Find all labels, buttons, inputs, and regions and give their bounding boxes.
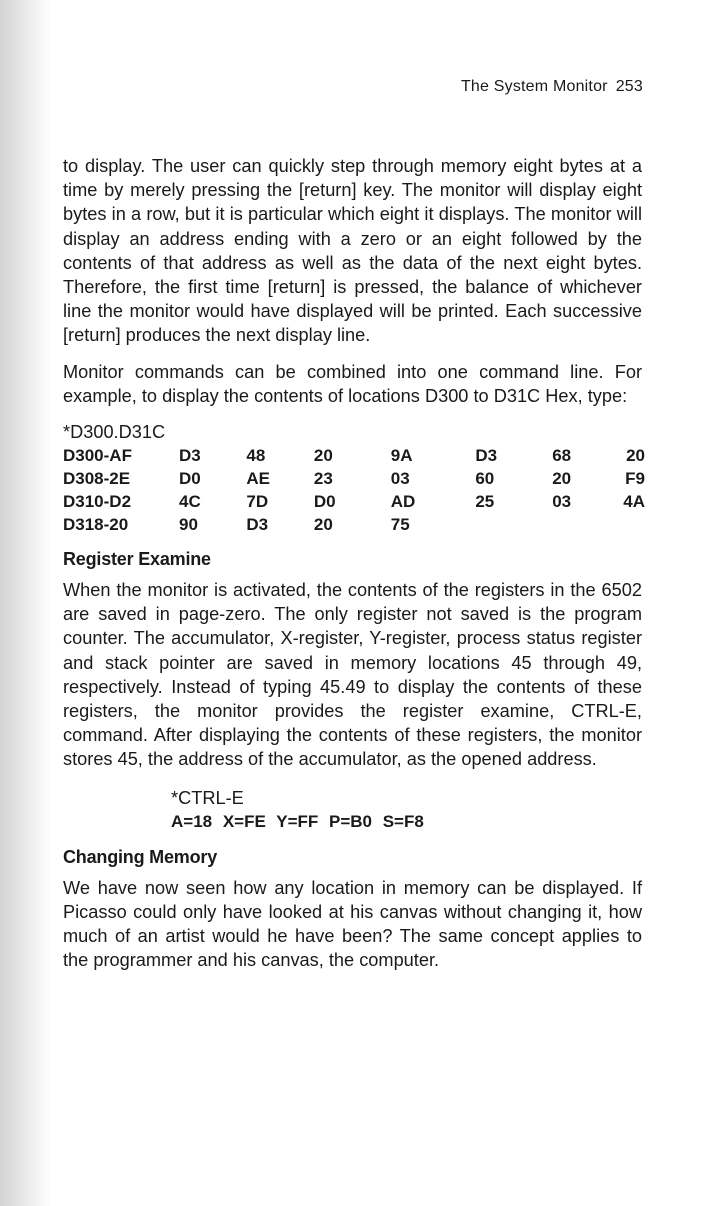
dump-byte: D3: [246, 515, 269, 535]
paragraph-combined-commands: Monitor commands can be combined into one command line. For example, to display the contents of locations D300 to D31C Hex, type:: [63, 361, 642, 406]
dump-byte: D0: [313, 492, 336, 512]
dump-byte: 03: [390, 469, 410, 489]
page-content: [63, 154, 645, 972]
dump-row: [63, 444, 645, 467]
register-output: A=18 X=FE Y=FF P=B0 S=F8: [171, 811, 424, 831]
paragraph-register-examine: When the monitor is activated, the contents of the registers in the 6502 are saved in page-zero. The only register not saved is the program counter. The accumulator, X-register, Y-register, process status register and stack pointer are saved in memory locations 45 through 49, respectively. Instead of typing 45.49 to display the contents of these registers, the monitor provides the register examine, CTRL-E, command. After displaying the contents of these registers, the monitor stores 45, the address of the accumulator, as the opened address.: [63, 580, 642, 770]
dump-byte: 48: [246, 446, 266, 466]
register-example: [171, 786, 642, 834]
dump-byte: 20: [626, 446, 645, 466]
page-number: 253: [615, 78, 643, 95]
dump-byte: [623, 513, 645, 536]
dump-row: [63, 490, 645, 513]
paragraph-return-key: to display. The user can quickly step through memory eight bytes at a time by merely pressing the [return] key. The monitor will display eight bytes in a row, but it is particular which eight it displays. The monitor will display an address ending with a zero or an eight followed by the contents of that address as well as the data of the next eight bytes. Therefore, the first time [return] is pressed, the balance of whichever line the monitor would have displayed will be printed. Each successive [return] produces the next display line.: [63, 156, 642, 346]
dump-byte: 75: [390, 515, 410, 535]
chapter-title: The System Monitor: [460, 78, 608, 95]
dump-byte: 60: [475, 469, 495, 489]
paragraph-changing-memory: We have now seen how any location in memory can be displayed. If Picasso could only have looked at his canvas without changing it, how much of an artist would he have been? The same concept applies to the programmer and his canvas, the computer.: [63, 877, 642, 971]
dump-byte: F9: [625, 469, 645, 489]
dump-byte: 7D: [246, 492, 269, 512]
dump-byte: 68: [552, 446, 572, 466]
heading-register-examine: Register Examine: [63, 549, 211, 570]
dump-address: D318-20: [63, 515, 129, 535]
dump-address: D300-AF: [63, 446, 132, 466]
dump-command: *D300.D31C: [63, 422, 166, 443]
ctrl-e-command: *CTRL-E: [171, 787, 244, 808]
dump-row: [63, 513, 645, 536]
dump-byte: 90: [179, 515, 198, 535]
dump-address: D308-2E: [63, 469, 131, 489]
dump-byte: 20: [313, 446, 333, 466]
dump-byte: [475, 513, 552, 536]
dump-byte: AD: [390, 492, 416, 512]
running-header: [461, 78, 643, 96]
dump-byte: D3: [179, 446, 201, 466]
dump-byte: 20: [552, 469, 572, 489]
dump-byte: 03: [552, 492, 572, 512]
dump-byte: D3: [475, 446, 498, 466]
dump-byte: 9A: [390, 446, 413, 466]
dump-row: [63, 467, 645, 490]
dump-byte: 20: [313, 515, 333, 535]
dump-byte: 23: [313, 469, 333, 489]
page-binding-shadow: [0, 0, 52, 1206]
dump-byte: D0: [179, 469, 201, 489]
dump-byte: 4A: [623, 492, 645, 512]
dump-byte: [552, 513, 623, 536]
dump-byte: AE: [246, 469, 271, 489]
dump-byte: 4C: [179, 492, 201, 512]
memory-dump-table: [63, 444, 645, 536]
dump-address: D310-D2: [63, 492, 132, 512]
heading-changing-memory: Changing Memory: [63, 846, 218, 867]
dump-byte: 25: [475, 492, 495, 512]
